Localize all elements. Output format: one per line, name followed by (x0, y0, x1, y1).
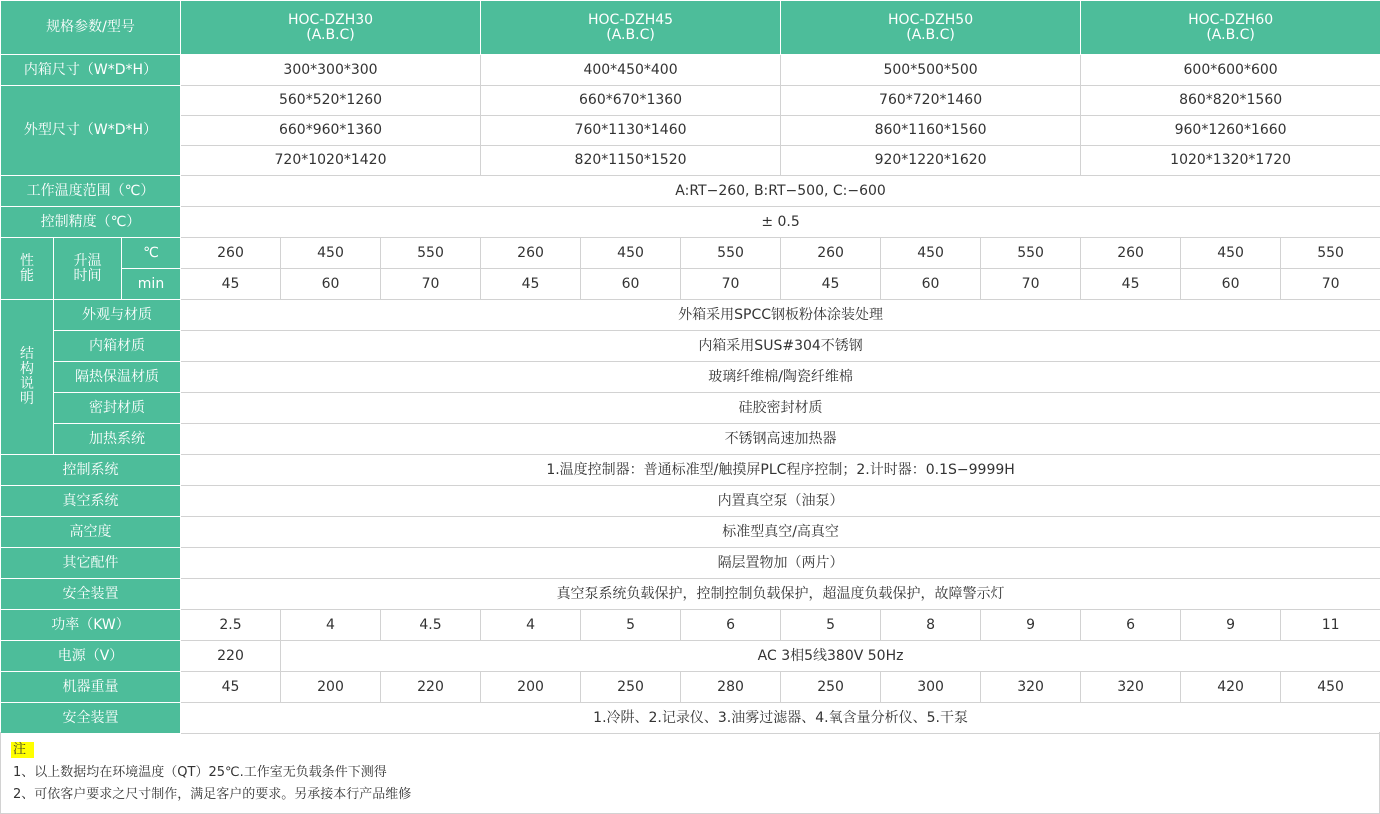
table-cell: 450 (1281, 672, 1380, 703)
row-label: 密封材质 (54, 393, 181, 424)
table-cell: 260 (481, 238, 581, 269)
table-cell: 内箱采用SUS#304不锈钢 (181, 331, 1380, 362)
safety-row (1, 579, 1380, 610)
table-cell: 11 (1281, 610, 1380, 641)
table-cell: 300 (881, 672, 981, 703)
table-cell: 860*820*1560 (1081, 86, 1380, 116)
table-cell: 45 (481, 269, 581, 300)
table-cell: 560*520*1260 (181, 86, 481, 116)
inner-size-row (1, 55, 1380, 86)
row-label: 真空系统 (1, 486, 181, 517)
table-cell: 6 (681, 610, 781, 641)
table-cell: 真空泵系统负载保护，控制控制负载保护，超温度负载保护，故障警示灯 (181, 579, 1380, 610)
table-cell: 4 (281, 610, 381, 641)
vacuum-level-row (1, 517, 1380, 548)
performance-time-row (1, 269, 1380, 300)
supply-row (1, 641, 1380, 672)
header-corner-cell: 规格参数/型号 (1, 1, 181, 55)
table-cell: 660*670*1360 (481, 86, 781, 116)
row-label: 功率（KW） (1, 610, 181, 641)
table-cell: 5 (581, 610, 681, 641)
table-cell: 600*600*600 (1081, 55, 1380, 86)
unit-label: ℃ (122, 238, 181, 269)
table-cell: 玻璃纤维棉/陶瓷纤维棉 (181, 362, 1380, 393)
table-cell: 1.温度控制器：普通标准型/触摸屏PLC程序控制；2.计时器：0.1S−9999H (181, 455, 1380, 486)
table-cell: 300*300*300 (181, 55, 481, 86)
power-row (1, 610, 1380, 641)
table-cell: 420 (1181, 672, 1281, 703)
table-cell: 4.5 (381, 610, 481, 641)
table-cell: 550 (1281, 238, 1380, 269)
row-label: 机器重量 (1, 672, 181, 703)
outer-size-row (1, 116, 1380, 146)
table-cell: 2.5 (181, 610, 281, 641)
model-name: HOC-DZH50 (888, 11, 974, 28)
note-tag: 注 (11, 742, 34, 758)
table-cell: 760*1130*1460 (481, 116, 781, 146)
table-cell: A:RT−260, B:RT−500, C:−600 (181, 176, 1380, 207)
row-label: 隔热保温材质 (54, 362, 181, 393)
group-label: 结构说明 (1, 300, 54, 455)
row-label: 安全装置 (1, 703, 181, 734)
row-label: 控制系统 (1, 455, 181, 486)
temp-range-row (1, 176, 1380, 207)
model-variant: (A.B.C) (1206, 26, 1255, 43)
table-cell: 550 (981, 238, 1081, 269)
model-name: HOC-DZH45 (588, 11, 674, 28)
row-label: 电源（V） (1, 641, 181, 672)
table-cell: 920*1220*1620 (781, 146, 1081, 176)
table-cell: 260 (181, 238, 281, 269)
table-cell: 9 (981, 610, 1081, 641)
table-cell: 4 (481, 610, 581, 641)
row-label: 高空度 (1, 517, 181, 548)
header-row (1, 1, 1380, 55)
model-header (481, 1, 781, 55)
table-cell: 60 (281, 269, 381, 300)
table-cell: 320 (981, 672, 1081, 703)
table-cell: 260 (1081, 238, 1181, 269)
table-cell: 860*1160*1560 (781, 116, 1081, 146)
row-label: 加热系统 (54, 424, 181, 455)
table-cell: 外箱采用SPCC钢板粉体涂装处理 (181, 300, 1380, 331)
structure-row (1, 393, 1380, 424)
table-cell: 250 (581, 672, 681, 703)
table-cell: 820*1150*1520 (481, 146, 781, 176)
table-cell: 550 (681, 238, 781, 269)
table-cell: 280 (681, 672, 781, 703)
sub-label: 升温时间 (54, 238, 122, 300)
table-cell: 260 (781, 238, 881, 269)
control-system-row (1, 455, 1380, 486)
table-cell: 5 (781, 610, 881, 641)
vacuum-system-row (1, 486, 1380, 517)
table-cell: 内置真空泵（油泵） (181, 486, 1380, 517)
table-cell: 6 (1081, 610, 1181, 641)
model-variant: (A.B.C) (306, 26, 355, 43)
weight-row (1, 672, 1380, 703)
table-cell: 70 (681, 269, 781, 300)
table-cell: 45 (781, 269, 881, 300)
row-label: 外观与材质 (54, 300, 181, 331)
table-cell: 45 (1081, 269, 1181, 300)
group-label: 性能 (1, 238, 54, 300)
note-line: 2、可依客户要求之尺寸制作，满足客户的要求。另承接本行产品维修 (13, 787, 412, 802)
table-cell: 45 (181, 672, 281, 703)
table-cell: AC 3相5线380V 50Hz (281, 641, 1380, 672)
performance-temp-row (1, 238, 1380, 269)
row-label: 其它配件 (1, 548, 181, 579)
table-cell: 500*500*500 (781, 55, 1081, 86)
unit-label: min (122, 269, 181, 300)
table-cell: 220 (181, 641, 281, 672)
table-cell: 400*450*400 (481, 55, 781, 86)
table-cell: 1020*1320*1720 (1081, 146, 1380, 176)
table-cell: 450 (881, 238, 981, 269)
table-cell: 960*1260*1660 (1081, 116, 1380, 146)
model-variant: (A.B.C) (906, 26, 955, 43)
outer-size-row (1, 86, 1380, 116)
table-cell: 70 (1281, 269, 1380, 300)
table-cell: 320 (1081, 672, 1181, 703)
model-header (1081, 1, 1380, 55)
table-cell: 8 (881, 610, 981, 641)
table-cell: 70 (981, 269, 1081, 300)
table-cell: 标准型真空/高真空 (181, 517, 1380, 548)
table-cell: 60 (1181, 269, 1281, 300)
accessories-row (1, 548, 1380, 579)
table-cell: 550 (381, 238, 481, 269)
table-cell: 硅胶密封材质 (181, 393, 1380, 424)
table-cell: 60 (881, 269, 981, 300)
table-cell: 不锈钢高速加热器 (181, 424, 1380, 455)
structure-row (1, 424, 1380, 455)
table-cell: ± 0.5 (181, 207, 1380, 238)
table-cell: 450 (1181, 238, 1281, 269)
table-cell: 1.冷阱、2.记录仪、3.油雾过滤器、4.氧含量分析仪、5.干泵 (181, 703, 1380, 734)
table-cell: 隔层置物加（两片） (181, 548, 1380, 579)
table-cell: 9 (1181, 610, 1281, 641)
note-line: 1、以上数据均在环境温度（QT）25℃.工作室无负载条件下测得 (13, 765, 387, 780)
row-label: 内箱材质 (54, 331, 181, 362)
table-cell: 720*1020*1420 (181, 146, 481, 176)
structure-row (1, 331, 1380, 362)
row-label: 工作温度范围（℃） (1, 176, 181, 207)
structure-row (1, 300, 1380, 331)
table-cell: 200 (481, 672, 581, 703)
model-header (781, 1, 1081, 55)
table-cell: 760*720*1460 (781, 86, 1081, 116)
row-label: 控制精度（℃） (1, 207, 181, 238)
model-variant: (A.B.C) (606, 26, 655, 43)
row-label: 内箱尺寸（W*D*H） (1, 55, 181, 86)
table-cell: 660*960*1360 (181, 116, 481, 146)
model-header (181, 1, 481, 55)
table-cell: 220 (381, 672, 481, 703)
table-cell: 250 (781, 672, 881, 703)
table-cell: 450 (281, 238, 381, 269)
accuracy-row (1, 207, 1380, 238)
table-cell: 45 (181, 269, 281, 300)
row-label: 安全装置 (1, 579, 181, 610)
table-cell: 450 (581, 238, 681, 269)
model-name: HOC-DZH60 (1188, 11, 1274, 28)
model-name: HOC-DZH30 (287, 11, 374, 28)
table-cell: 60 (581, 269, 681, 300)
safety-options-row (1, 703, 1380, 734)
structure-row (1, 362, 1380, 393)
table-cell: 200 (281, 672, 381, 703)
table-cell: 70 (381, 269, 481, 300)
outer-size-row (1, 146, 1380, 176)
row-label: 外型尺寸（W*D*H） (1, 86, 181, 176)
notes-panel (0, 732, 1380, 814)
